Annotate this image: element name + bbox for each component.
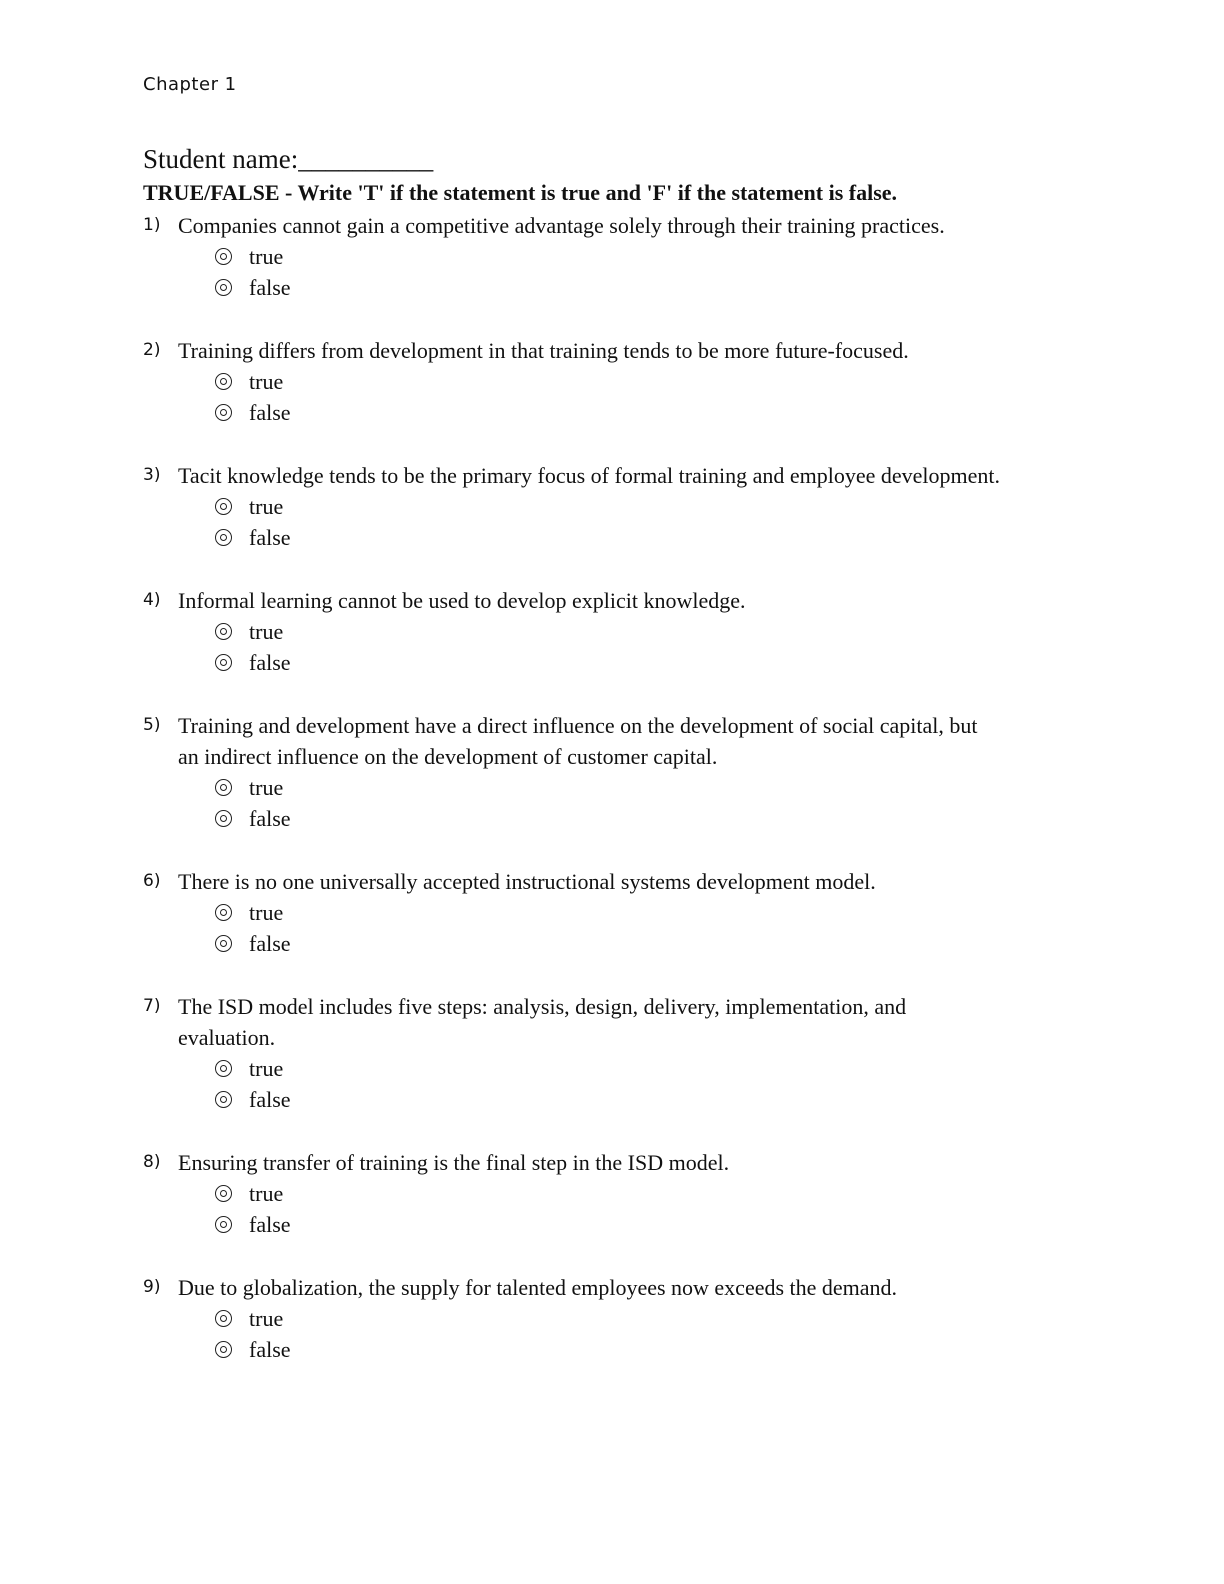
- option-true[interactable]: [215, 772, 1083, 803]
- radio-button-icon[interactable]: [215, 654, 232, 671]
- radio-button-icon[interactable]: [215, 404, 232, 421]
- radio-button-icon[interactable]: [215, 1310, 232, 1327]
- option-true[interactable]: [215, 491, 1083, 522]
- question-text-line: [143, 210, 1083, 241]
- question-text: There is no one universally accepted instructional systems development model.: [178, 869, 876, 894]
- radio-button-icon[interactable]: [215, 1216, 232, 1233]
- question-text: Companies cannot gain a competitive advantage solely through their training practices.: [178, 213, 945, 238]
- option-label: false: [249, 650, 291, 675]
- instructions: TRUE/FALSE - Write 'T' if the statement is true and 'F' if the statement is false.: [143, 180, 898, 205]
- answer-options: [215, 616, 1083, 678]
- question-2: [143, 335, 1083, 428]
- question-number: 1): [143, 215, 161, 235]
- question-text: Training differs from development in that training tends to be more future-focused.: [178, 338, 909, 363]
- option-label: true: [249, 1306, 284, 1331]
- question-6: [143, 866, 1083, 959]
- question-text-line: [143, 460, 1083, 491]
- radio-button-icon[interactable]: [215, 1060, 232, 1077]
- question-number: 4): [143, 590, 161, 610]
- question-1: [143, 210, 1083, 303]
- radio-button-icon[interactable]: [215, 529, 232, 546]
- question-number: 3): [143, 465, 161, 485]
- option-true[interactable]: [215, 241, 1083, 272]
- answer-options: [215, 241, 1083, 303]
- radio-button-icon[interactable]: [215, 1185, 232, 1202]
- question-text-line: [143, 866, 1083, 897]
- option-label: true: [249, 1056, 284, 1081]
- option-false[interactable]: [215, 272, 1083, 303]
- option-label: false: [249, 931, 291, 956]
- option-label: false: [249, 1212, 291, 1237]
- option-label: true: [249, 494, 284, 519]
- option-false[interactable]: [215, 928, 1083, 959]
- option-true[interactable]: [215, 897, 1083, 928]
- question-text: Informal learning cannot be used to develop explicit knowledge.: [178, 588, 746, 613]
- question-text: Training and development have a direct influence on the development of social capital, but: [178, 713, 978, 738]
- radio-button-icon[interactable]: [215, 623, 232, 640]
- option-false[interactable]: [215, 522, 1083, 553]
- option-label: true: [249, 619, 284, 644]
- question-text-line: [143, 1022, 1083, 1053]
- radio-button-icon[interactable]: [215, 935, 232, 952]
- option-label: false: [249, 400, 291, 425]
- radio-button-icon[interactable]: [215, 373, 232, 390]
- question-4: [143, 585, 1083, 678]
- answer-options: [215, 491, 1083, 553]
- option-label: false: [249, 275, 291, 300]
- question-8: [143, 1147, 1083, 1240]
- option-label: false: [249, 525, 291, 550]
- question-3: [143, 460, 1083, 553]
- radio-button-icon[interactable]: [215, 279, 232, 296]
- option-label: false: [249, 806, 291, 831]
- question-number: 2): [143, 340, 161, 360]
- question-text-line: [143, 585, 1083, 616]
- question-7: [143, 991, 1083, 1115]
- student-name-line: [143, 144, 433, 175]
- question-text-line: [143, 335, 1083, 366]
- option-true[interactable]: [215, 1053, 1083, 1084]
- radio-button-icon[interactable]: [215, 248, 232, 265]
- radio-button-icon[interactable]: [215, 1341, 232, 1358]
- question-text: Tacit knowledge tends to be the primary focus of formal training and employee development.: [178, 463, 1000, 488]
- question-text-line: [143, 991, 1083, 1022]
- option-true[interactable]: [215, 1178, 1083, 1209]
- radio-button-icon[interactable]: [215, 810, 232, 827]
- question-text-line: [143, 710, 1083, 741]
- radio-button-icon[interactable]: [215, 1091, 232, 1108]
- option-label: true: [249, 900, 284, 925]
- question-text: an indirect influence on the development of customer capital.: [178, 744, 718, 769]
- option-label: true: [249, 369, 284, 394]
- answer-options: [215, 1178, 1083, 1240]
- option-label: false: [249, 1087, 291, 1112]
- answer-options: [215, 1053, 1083, 1115]
- student-name-blank[interactable]: __________: [298, 144, 434, 174]
- question-number: 7): [143, 996, 161, 1016]
- option-false[interactable]: [215, 397, 1083, 428]
- radio-button-icon[interactable]: [215, 498, 232, 515]
- option-label: true: [249, 244, 284, 269]
- option-true[interactable]: [215, 616, 1083, 647]
- answer-options: [215, 772, 1083, 834]
- question-text-line: [143, 741, 1083, 772]
- option-label: false: [249, 1337, 291, 1362]
- answer-options: [215, 1303, 1083, 1365]
- question-text-line: [143, 1147, 1083, 1178]
- question-number: 9): [143, 1277, 161, 1297]
- question-number: 6): [143, 871, 161, 891]
- question-text-line: [143, 1272, 1083, 1303]
- radio-button-icon[interactable]: [215, 779, 232, 796]
- option-label: true: [249, 1181, 284, 1206]
- option-true[interactable]: [215, 366, 1083, 397]
- option-false[interactable]: [215, 1209, 1083, 1240]
- question-5: [143, 710, 1083, 834]
- question-number: 5): [143, 715, 161, 735]
- chapter-heading: Chapter 1: [143, 74, 237, 95]
- answer-options: [215, 897, 1083, 959]
- option-false[interactable]: [215, 803, 1083, 834]
- student-name-label: Student name:: [143, 144, 299, 174]
- answer-options: [215, 366, 1083, 428]
- question-text: Ensuring transfer of training is the final step in the ISD model.: [178, 1150, 730, 1175]
- question-9: [143, 1272, 1083, 1365]
- option-false[interactable]: [215, 647, 1083, 678]
- question-text: The ISD model includes five steps: analysis, design, delivery, implementation, and: [178, 994, 907, 1019]
- question-text: Due to globalization, the supply for talented employees now exceeds the demand.: [178, 1275, 898, 1300]
- option-false[interactable]: [215, 1334, 1083, 1365]
- question-number: 8): [143, 1152, 161, 1172]
- radio-button-icon[interactable]: [215, 904, 232, 921]
- option-true[interactable]: [215, 1303, 1083, 1334]
- option-false[interactable]: [215, 1084, 1083, 1115]
- option-label: true: [249, 775, 284, 800]
- question-text: evaluation.: [178, 1025, 276, 1050]
